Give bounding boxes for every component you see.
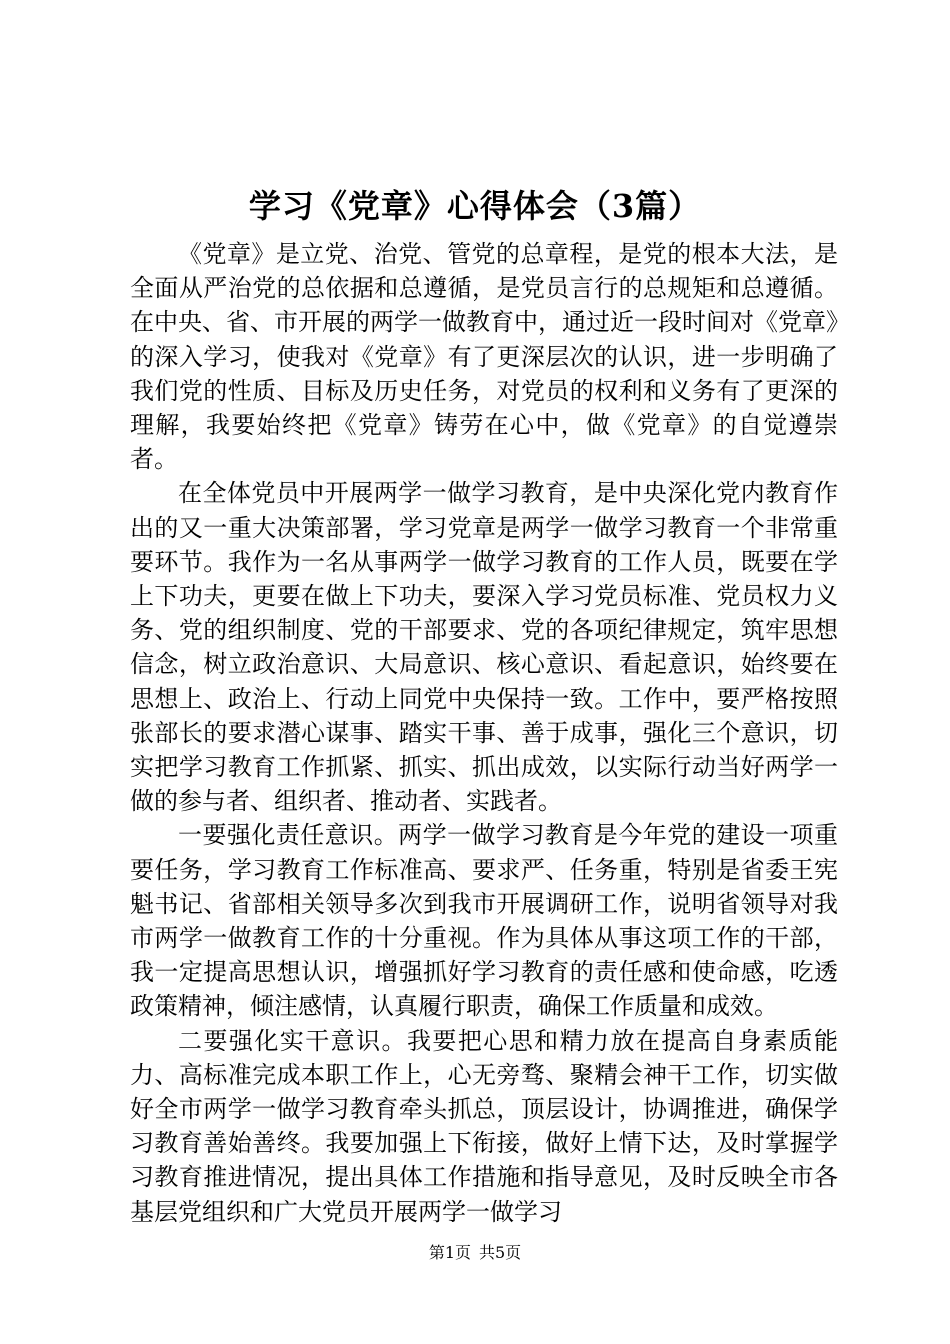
document-title: 学习《党章》心得体会（3篇） <box>248 187 702 225</box>
paragraph-4: 二要强化实干意识。我要把心思和精力放在提高自身素质能力、高标准完成本职工作上，心无旁骛、聚精会神干工作，切实做好全市两学一做学习教育牵头抓总，顶层设计，协调推进，确保学习教育善始善终。我要加强上下衔接，做好上情下达，及时掌握学习教育推进情况，提出具体工作措施和指导意见，及时反映全市各基层党组织和广大党员开展两学一做学习 <box>130 1026 838 1226</box>
document-body <box>130 237 838 1229</box>
paragraph-3: 一要强化责任意识。两学一做学习教育是今年党的建设一项重要任务，学习教育工作标准高、要求严、任务重，特别是省委王宪魁书记、省部相关领导多次到我市开展调研工作，说明省领导对我市两学一做教育工作的十分重视。作为具体从事这项工作的干部，我一定提高思想认识，增强抓好学习教育的责任感和使命感，吃透政策精神，倾注感情，认真履行职责，确保工作质量和成效。 <box>130 821 838 1021</box>
paragraph-2: 在全体党员中开展两学一做学习教育，是中央深化党内教育作出的又一重大决策部署，学习党章是两学一做学习教育一个非常重要环节。我作为一名从事两学一做学习教育的工作人员，既要在学上下功夫，更要在做上下功夫，要深入学习党员标准、党员权力义务、党的组织制度、党的干部要求、党的各项纪律规定，筑牢思想信念，树立政治意识、大局意识、核心意识、看起意识，始终要在思想上、政治上、行动上同党中央保持一致。工作中，要严格按照张部长的要求潜心谋事、踏实干事、善于成事，强化三个意识，切实把学习教育工作抓紧、抓实、抓出成效，以实际行动当好两学一做的参与者、组织者、推动者、实践者。 <box>130 479 838 816</box>
page-total: 共5页 <box>479 1243 522 1262</box>
paragraph-1: 《党章》是立党、治党、管党的总章程，是党的根本大法，是全面从严治党的总依据和总遵循，是党员言行的总规矩和总遵循。在中央、省、市开展的两学一做教育中，通过近一段时间对《党章》的深入学习，使我对《党章》有了更深层次的认识，进一步明确了我们党的性质、目标及历史任务，对党员的权利和义务有了更深的理解，我要始终把《党章》铸劳在心中，做《党章》的自觉遵崇者。 <box>130 240 838 474</box>
page-number: 第1页 <box>428 1243 471 1262</box>
page-footer <box>0 1243 950 1263</box>
